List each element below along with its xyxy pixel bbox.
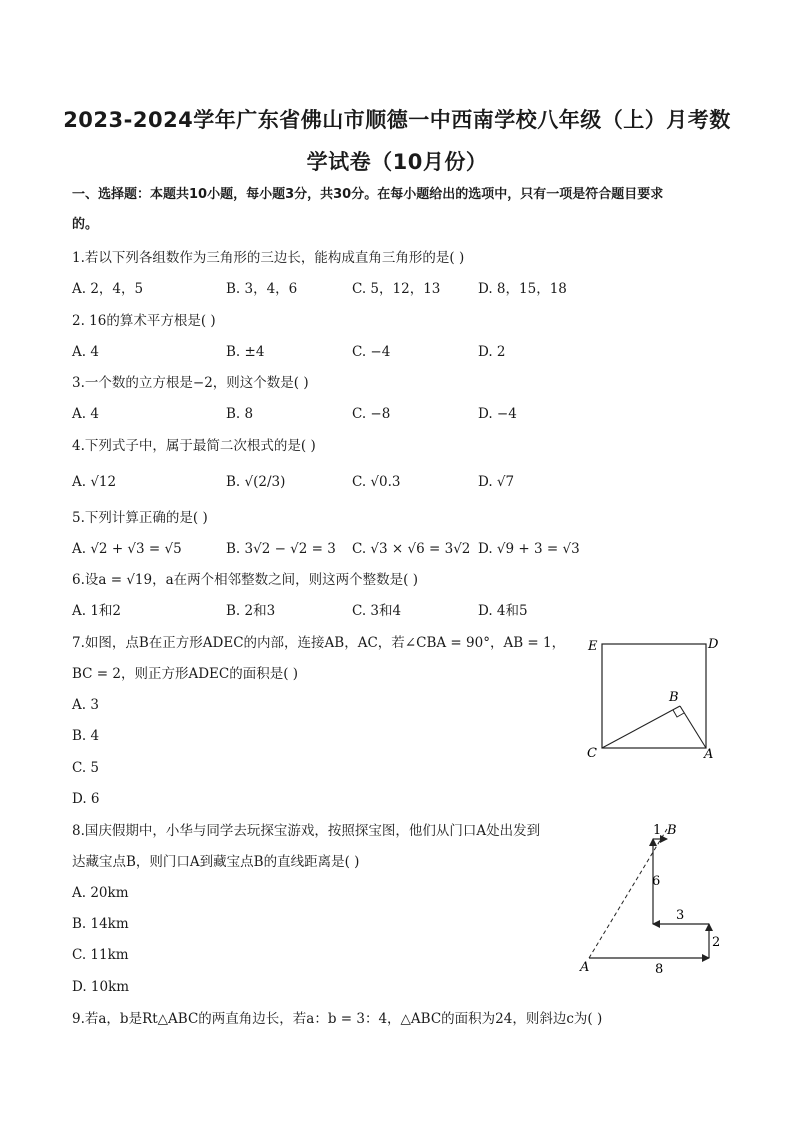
- label-e: E: [588, 639, 598, 654]
- right-angle-mark: [673, 710, 684, 717]
- question-5-option-a: A. √2 + √3 = √5: [72, 541, 182, 557]
- question-9-stem: 9.若a，b是Rt△ABC的两直角边长，若a：b = 3：4，△ABC的面积为24，则斜边c为( ): [72, 1011, 603, 1027]
- question-8-stem-line1: 8.国庆假期中，小华与同学去玩探宝游戏，按照探宝图，他们从门口A处出发到: [72, 823, 541, 839]
- question-5-stem: 5.下列计算正确的是( ): [72, 510, 208, 526]
- question-8-option-d: D. 10km: [72, 979, 130, 995]
- question-1-stem: 1.若以下列各组数作为三角形的三边长，能构成直角三角形的是( ): [72, 250, 465, 266]
- question-7-option-d: D. 6: [72, 791, 100, 807]
- label-b: B: [669, 690, 679, 705]
- question-6-option-d: D. 4和5: [478, 603, 528, 619]
- question-5-option-c: C. √3 × √6 = 3√2: [352, 541, 471, 557]
- question-2-option-c: C. −4: [352, 344, 391, 360]
- question-3-option-b: B. 8: [226, 406, 254, 422]
- question-3-option-a: A. 4: [72, 406, 99, 422]
- straight-line-ab: [589, 829, 667, 958]
- question-8-option-a: A. 20km: [72, 885, 129, 901]
- question-6-option-b: B. 2和3: [226, 603, 276, 619]
- question-1-option-c: C. 5，12，13: [352, 281, 441, 297]
- label-a: A: [704, 747, 714, 762]
- section-heading-line2: 的。: [72, 217, 99, 232]
- question-6-stem: 6.设a = √19，a在两个相邻整数之间，则这两个整数是( ): [72, 572, 418, 588]
- label-6: 6: [652, 874, 661, 889]
- question-4-option-a: A. √12: [72, 474, 117, 490]
- question-2-stem: 2. 16的算术平方根是( ): [72, 313, 216, 329]
- square-adec: [602, 644, 706, 748]
- question-2-option-d: D. 2: [478, 344, 506, 360]
- question-2-option-a: A. 4: [72, 344, 99, 360]
- segment-cb: [602, 706, 680, 748]
- label-2: 2: [712, 935, 721, 950]
- question-7-option-a: A. 3: [72, 697, 99, 713]
- question-6-option-c: C. 3和4: [352, 603, 402, 619]
- question-8-stem-line2: 达藏宝点B，则门口A到藏宝点B的直线距离是( ): [72, 854, 360, 870]
- question-3-option-d: D. −4: [478, 406, 517, 422]
- label-3: 3: [676, 908, 685, 923]
- question-5-option-b: B. 3√2 − √2 = 3: [226, 541, 336, 557]
- label-1: 1: [653, 823, 662, 838]
- question-4-stem: 4.下列式子中，属于最简二次根式的是( ): [72, 438, 316, 454]
- segment-ba: [680, 706, 706, 748]
- question-7-option-c: C. 5: [72, 760, 100, 776]
- label-8: 8: [655, 962, 664, 977]
- question-7-stem-line1: 7.如图，点B在正方形ADEC的内部，连接AB，AC，若∠CBA = 90°，AB = 1，: [72, 635, 566, 651]
- question-7-option-b: B. 4: [72, 728, 100, 744]
- question-4-option-c: C. √0.3: [352, 474, 401, 490]
- question-3-stem: 3.一个数的立方根是−2，则这个数是( ): [72, 375, 309, 391]
- label-b: B: [667, 823, 677, 838]
- question-6-option-a: A. 1和2: [72, 603, 122, 619]
- section-heading-line1: 一、选择题：本题共10小题，每小题3分，共30分。在每小题给出的选项中，只有一项是符合题目要求: [72, 187, 664, 202]
- question-4-option-d: D. √7: [478, 474, 515, 490]
- label-c: C: [587, 746, 597, 761]
- figure-7-square-diagram: [580, 630, 730, 770]
- exam-title-line2: 学试卷（10月份）: [306, 150, 488, 174]
- question-8-option-c: C. 11km: [72, 947, 129, 963]
- question-4-option-b: B. √(2/3): [226, 474, 286, 490]
- question-1-option-d: D. 8，15，18: [478, 281, 567, 297]
- label-d: D: [708, 637, 719, 652]
- figure-8-treasure-map: [575, 815, 735, 980]
- question-1-option-a: A. 2，4，5: [72, 281, 144, 297]
- exam-title-line1: 2023-2024学年广东省佛山市顺德一中西南学校八年级（上）月考数: [63, 108, 731, 132]
- question-3-option-c: C. −8: [352, 406, 391, 422]
- question-7-stem-line2: BC = 2，则正方形ADEC的面积是( ): [72, 666, 299, 682]
- label-a: A: [580, 960, 590, 975]
- question-8-option-b: B. 14km: [72, 916, 129, 932]
- question-1-option-b: B. 3，4，6: [226, 281, 298, 297]
- question-5-option-d: D. √9 + 3 = √3: [478, 541, 580, 557]
- question-2-option-b: B. ±4: [226, 344, 265, 360]
